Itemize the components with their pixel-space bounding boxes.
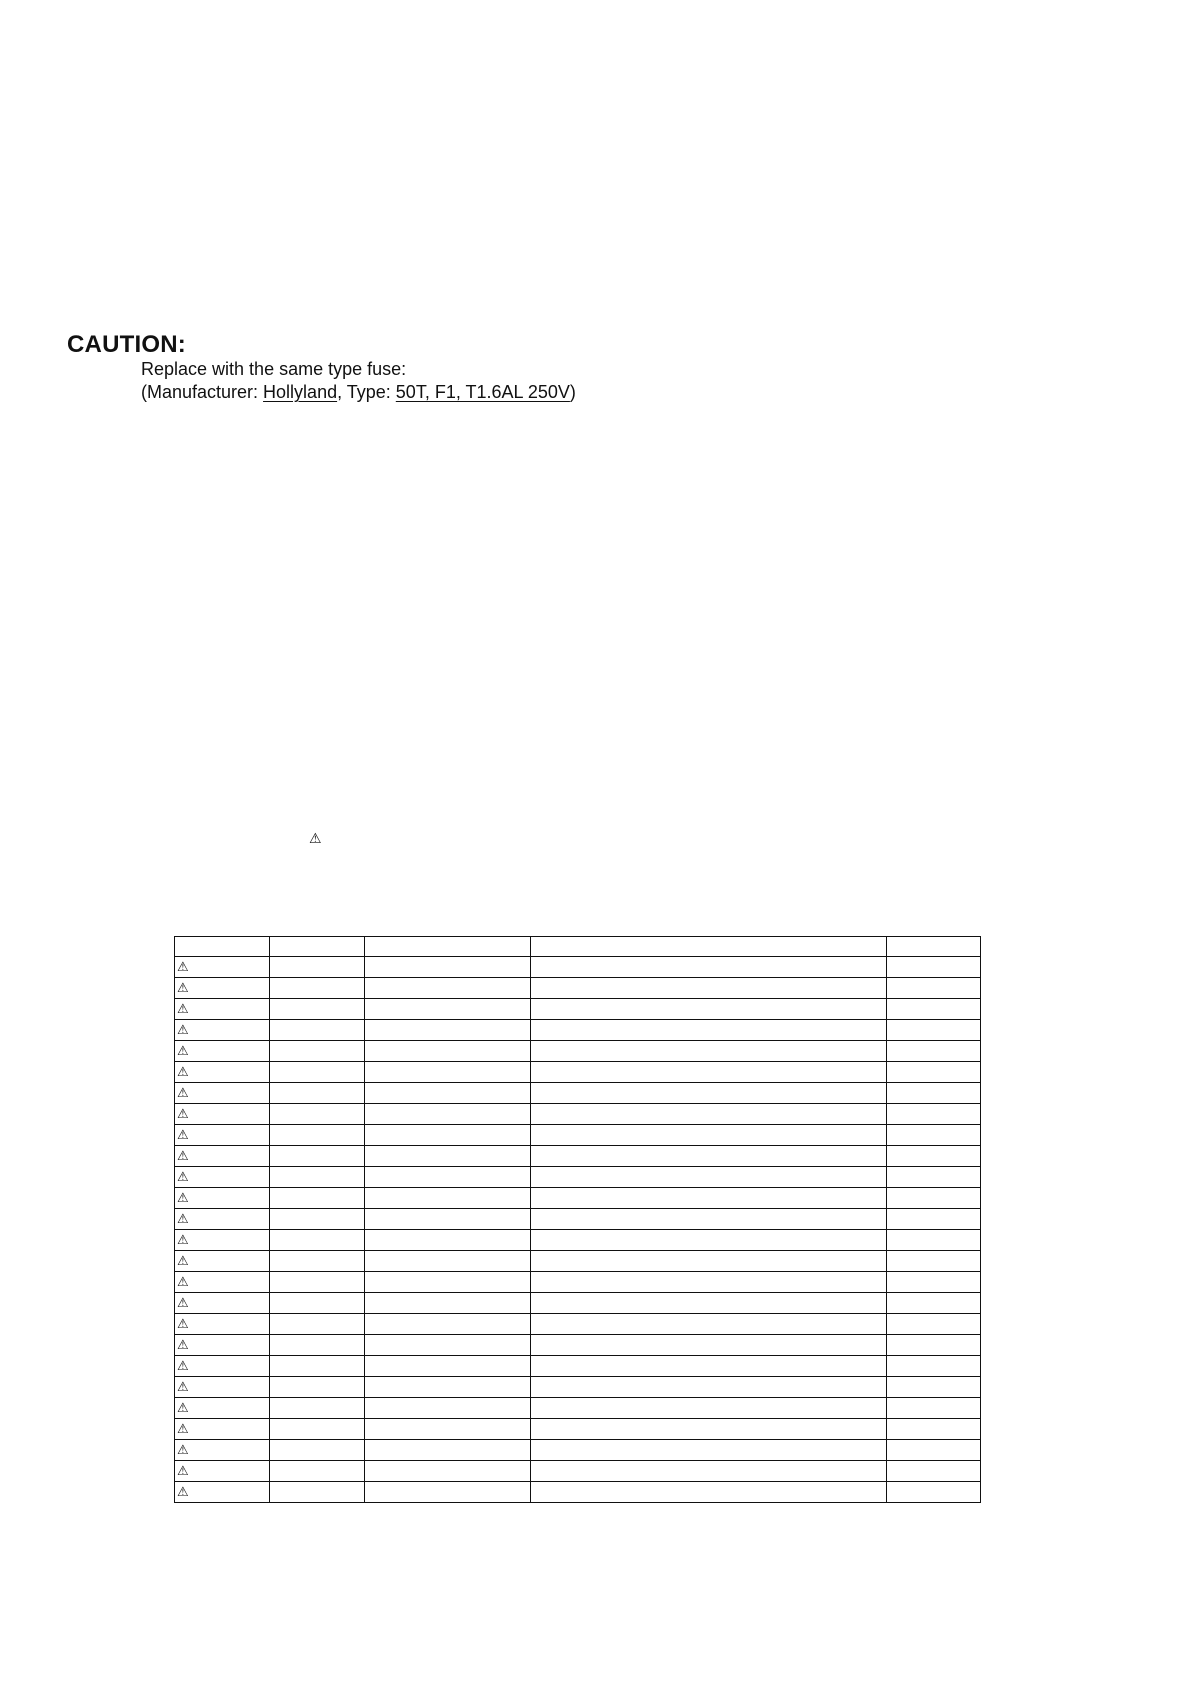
table-cell xyxy=(531,1251,887,1272)
table-cell xyxy=(270,1146,365,1167)
table-row xyxy=(175,1398,981,1419)
table-cell xyxy=(531,1461,887,1482)
column-header xyxy=(270,937,365,957)
table-cell xyxy=(270,1104,365,1125)
table-cell xyxy=(887,1335,981,1356)
table-cell xyxy=(270,1482,365,1503)
table-cell xyxy=(270,1314,365,1335)
table-cell xyxy=(365,1356,531,1377)
safety-warning-icon: ⚠ xyxy=(175,999,270,1020)
safety-warning-icon: ⚠ xyxy=(175,1335,270,1356)
table-row xyxy=(175,1020,981,1041)
table-cell xyxy=(887,1209,981,1230)
table-cell xyxy=(887,1419,981,1440)
table-row xyxy=(175,978,981,999)
table-cell xyxy=(365,1335,531,1356)
safety-warning-icon: ⚠ xyxy=(175,1167,270,1188)
table-cell xyxy=(365,1293,531,1314)
table-cell xyxy=(270,957,365,978)
safety-warning-icon: ⚠ xyxy=(175,1314,270,1335)
table-cell xyxy=(365,1167,531,1188)
table-cell xyxy=(887,1461,981,1482)
table-cell xyxy=(887,1188,981,1209)
table-cell xyxy=(531,1335,887,1356)
table-cell xyxy=(887,1398,981,1419)
table-cell xyxy=(270,1419,365,1440)
table-cell xyxy=(531,957,887,978)
table-cell xyxy=(887,1314,981,1335)
table-cell xyxy=(531,1272,887,1293)
column-header xyxy=(887,937,981,957)
table-cell xyxy=(365,957,531,978)
safety-warning-icon: ⚠ xyxy=(175,978,270,999)
safety-warning-icon: ⚠ xyxy=(175,1356,270,1377)
table-row xyxy=(175,999,981,1020)
fuse-spec-prefix: (Manufacturer: xyxy=(141,382,264,402)
column-header xyxy=(531,937,887,957)
table-cell xyxy=(365,1041,531,1062)
table-cell xyxy=(365,999,531,1020)
table-cell xyxy=(270,999,365,1020)
table-cell xyxy=(365,1482,531,1503)
table-row xyxy=(175,1314,981,1335)
table-cell xyxy=(365,1104,531,1125)
table-cell xyxy=(270,978,365,999)
table-cell xyxy=(531,1083,887,1104)
table-row xyxy=(175,1167,981,1188)
table-cell xyxy=(365,1230,531,1251)
table-row xyxy=(175,1104,981,1125)
table-cell xyxy=(531,1020,887,1041)
table-cell xyxy=(887,978,981,999)
table-cell xyxy=(887,957,981,978)
table-cell xyxy=(365,1209,531,1230)
table-row xyxy=(175,1419,981,1440)
table-cell xyxy=(887,1482,981,1503)
safety-warning-icon: ⚠ xyxy=(175,1104,270,1125)
safety-warning-icon: ⚠ xyxy=(175,1377,270,1398)
table-cell xyxy=(531,1230,887,1251)
table-row xyxy=(175,1272,981,1293)
table-row xyxy=(175,1125,981,1146)
table-cell xyxy=(270,1398,365,1419)
table-cell xyxy=(531,1167,887,1188)
parts-table xyxy=(174,936,981,1503)
table-cell xyxy=(270,1083,365,1104)
column-header xyxy=(175,937,270,957)
table-cell xyxy=(531,1041,887,1062)
table-cell xyxy=(531,1293,887,1314)
safety-warning-icon: ⚠ xyxy=(175,1419,270,1440)
table-cell xyxy=(531,1188,887,1209)
safety-warning-icon: ⚠ xyxy=(175,1440,270,1461)
table-cell xyxy=(887,999,981,1020)
table-cell xyxy=(887,1062,981,1083)
table-cell xyxy=(365,1461,531,1482)
caution-instruction: Replace with the same type fuse: xyxy=(141,359,407,379)
table-row xyxy=(175,1083,981,1104)
table-row xyxy=(175,1440,981,1461)
table-cell xyxy=(887,1020,981,1041)
table-row xyxy=(175,1251,981,1272)
table-cell xyxy=(365,1188,531,1209)
safety-warning-icon: ⚠ xyxy=(175,1251,270,1272)
table-row xyxy=(175,1041,981,1062)
table-cell xyxy=(270,1293,365,1314)
table-row xyxy=(175,1482,981,1503)
table-cell xyxy=(887,1356,981,1377)
table-row xyxy=(175,1146,981,1167)
table-row xyxy=(175,1461,981,1482)
table-row xyxy=(175,1230,981,1251)
table-cell xyxy=(365,1377,531,1398)
table-cell xyxy=(270,1230,365,1251)
safety-warning-icon: ⚠ xyxy=(309,830,322,846)
table-row xyxy=(175,1335,981,1356)
table-cell xyxy=(531,1209,887,1230)
safety-warning-icon: ⚠ xyxy=(175,957,270,978)
table-cell xyxy=(887,1041,981,1062)
table-cell xyxy=(887,1146,981,1167)
table-cell xyxy=(887,1125,981,1146)
fuse-spec-middle: , Type: xyxy=(337,382,396,402)
safety-warning-icon: ⚠ xyxy=(175,1482,270,1503)
table-cell xyxy=(365,1398,531,1419)
safety-warning-icon: ⚠ xyxy=(175,1188,270,1209)
table-row xyxy=(175,957,981,978)
table-cell xyxy=(270,1167,365,1188)
table-row xyxy=(175,1209,981,1230)
table-cell xyxy=(270,1272,365,1293)
table-cell xyxy=(365,1146,531,1167)
table-cell xyxy=(531,1062,887,1083)
table-cell xyxy=(270,1377,365,1398)
table-cell xyxy=(365,1419,531,1440)
table-cell xyxy=(270,1461,365,1482)
table-header-row xyxy=(175,937,981,957)
table-row xyxy=(175,1293,981,1314)
table-cell xyxy=(887,1293,981,1314)
safety-warning-icon: ⚠ xyxy=(175,1125,270,1146)
table-cell xyxy=(531,1356,887,1377)
table-cell xyxy=(365,1440,531,1461)
table-cell xyxy=(270,1062,365,1083)
safety-warning-icon: ⚠ xyxy=(175,1230,270,1251)
caution-title: CAUTION: xyxy=(67,331,186,358)
fuse-manufacturer: Hollyland xyxy=(263,382,338,402)
table-cell xyxy=(270,1188,365,1209)
table-row xyxy=(175,1188,981,1209)
table-cell xyxy=(531,1440,887,1461)
caution-fuse-spec xyxy=(141,382,576,403)
table-cell xyxy=(531,1104,887,1125)
table-cell xyxy=(270,1209,365,1230)
table-cell xyxy=(531,1125,887,1146)
table-cell xyxy=(365,1125,531,1146)
table-cell xyxy=(887,1440,981,1461)
table-cell xyxy=(531,1377,887,1398)
table-cell xyxy=(887,1272,981,1293)
table-cell xyxy=(531,1419,887,1440)
safety-warning-icon: ⚠ xyxy=(175,1146,270,1167)
table-row xyxy=(175,1062,981,1083)
table-cell xyxy=(270,1335,365,1356)
table-cell xyxy=(270,1041,365,1062)
fuse-spec-suffix: ) xyxy=(569,382,576,402)
table-cell xyxy=(887,1167,981,1188)
safety-warning-icon: ⚠ xyxy=(175,1461,270,1482)
table-cell xyxy=(887,1230,981,1251)
table-cell xyxy=(270,1020,365,1041)
table-cell xyxy=(365,1314,531,1335)
table-cell xyxy=(887,1104,981,1125)
safety-warning-icon: ⚠ xyxy=(175,1293,270,1314)
table-cell xyxy=(365,1251,531,1272)
table-cell xyxy=(365,978,531,999)
table-cell xyxy=(887,1251,981,1272)
table-cell xyxy=(365,1020,531,1041)
safety-warning-icon: ⚠ xyxy=(175,1041,270,1062)
table-cell xyxy=(270,1251,365,1272)
safety-warning-icon: ⚠ xyxy=(175,1083,270,1104)
safety-warning-icon: ⚠ xyxy=(175,1398,270,1419)
safety-warning-icon: ⚠ xyxy=(175,1020,270,1041)
table-cell xyxy=(531,978,887,999)
table-cell xyxy=(531,1146,887,1167)
table-cell xyxy=(531,1398,887,1419)
table-cell xyxy=(531,1482,887,1503)
column-header xyxy=(365,937,531,957)
table-cell xyxy=(365,1083,531,1104)
table-cell xyxy=(365,1272,531,1293)
table-cell xyxy=(270,1440,365,1461)
table-body xyxy=(175,957,981,1503)
fuse-type: 50T, F1, T1.6AL 250V xyxy=(395,382,570,402)
safety-warning-icon: ⚠ xyxy=(175,1272,270,1293)
table-cell xyxy=(887,1377,981,1398)
table-cell xyxy=(531,1314,887,1335)
safety-warning-icon: ⚠ xyxy=(175,1209,270,1230)
safety-warning-icon: ⚠ xyxy=(175,1062,270,1083)
table-cell xyxy=(270,1125,365,1146)
table-row xyxy=(175,1356,981,1377)
table-cell xyxy=(365,1062,531,1083)
table-cell xyxy=(270,1356,365,1377)
table-cell xyxy=(531,999,887,1020)
table-cell xyxy=(887,1083,981,1104)
table-row xyxy=(175,1377,981,1398)
